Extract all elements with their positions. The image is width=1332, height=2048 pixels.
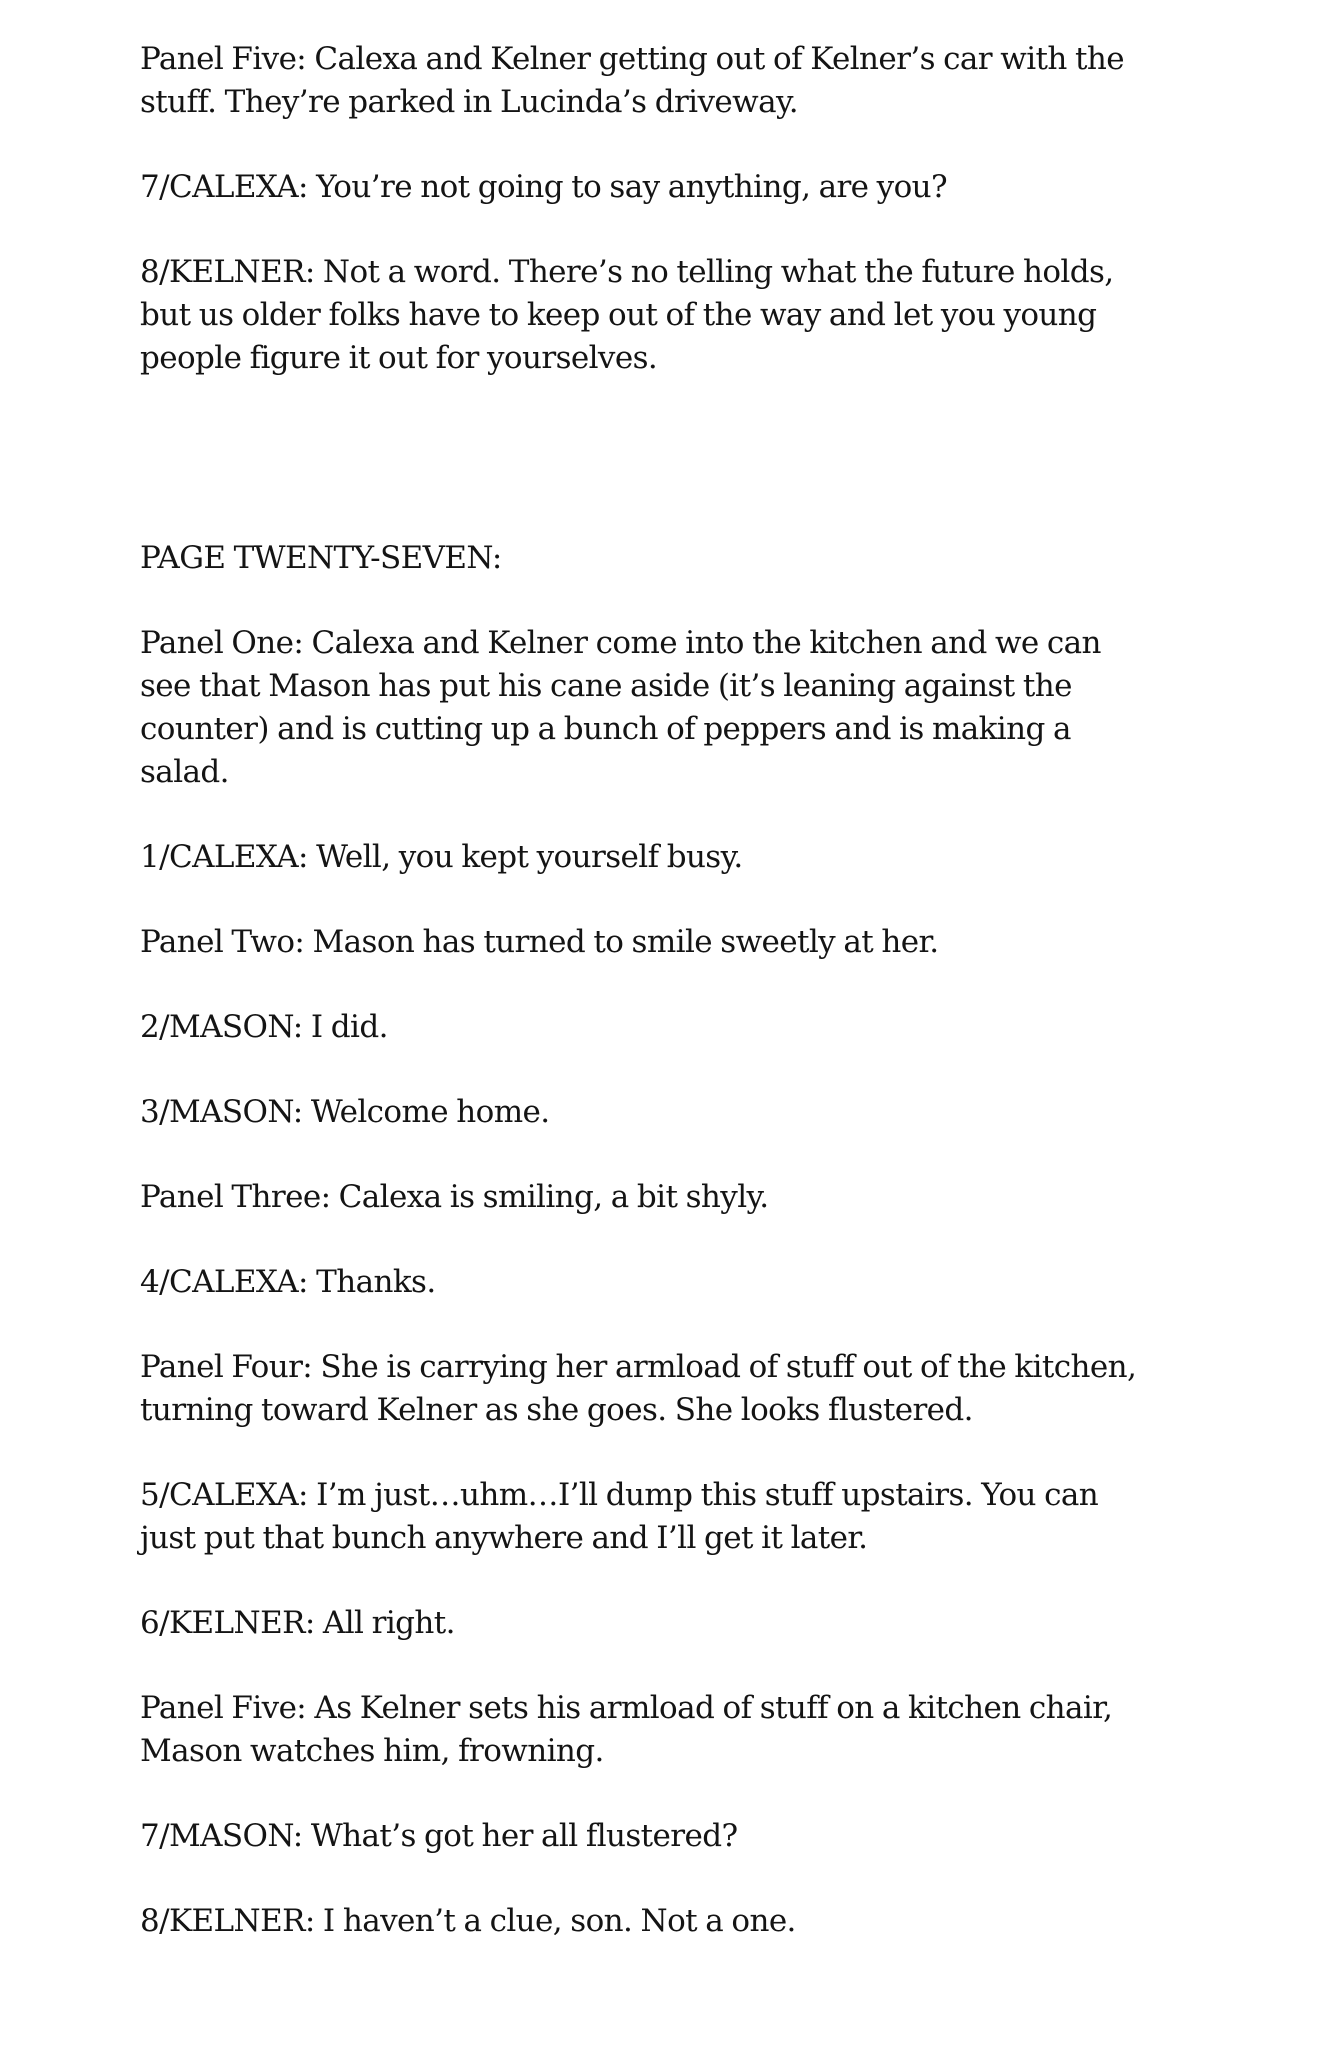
text-line: PAGE TWENTY-SEVEN: <box>140 540 502 576</box>
text-line: Panel Two: Mason has turned to smile sweetly at her. <box>140 924 939 960</box>
text-line: Panel Five: Calexa and Kelner getting out of Kelner’s car with the <box>140 41 1124 77</box>
dialogue-line <box>140 1900 1280 1943</box>
text-line: 4/CALEXA: Thanks. <box>140 1264 436 1300</box>
text-line: 8/KELNER: I haven’t a clue, son. Not a one. <box>140 1903 796 1939</box>
text-line: Panel Three: Calexa is smiling, a bit shyly. <box>140 1179 769 1215</box>
dialogue-line <box>140 251 1280 380</box>
dialogue-line <box>140 166 1280 209</box>
text-line: turning toward Kelner as she goes. She looks flustered. <box>140 1392 973 1428</box>
panel-description <box>140 1176 1280 1219</box>
panel-description <box>140 1687 1280 1773</box>
text-line: salad. <box>140 754 229 790</box>
text-line: 2/MASON: I did. <box>140 1009 388 1045</box>
text-line: 3/MASON: Welcome home. <box>140 1094 550 1130</box>
text-line: people figure it out for yourselves. <box>140 340 658 376</box>
script-body <box>140 38 1280 1985</box>
panel-description <box>140 921 1280 964</box>
text-line: just put that bunch anywhere and I’ll get it later. <box>140 1520 868 1556</box>
text-line: 7/MASON: What’s got her all flustered? <box>140 1818 738 1854</box>
dialogue-line <box>140 1261 1280 1304</box>
page-heading <box>140 537 1280 580</box>
dialogue-line <box>140 1602 1280 1645</box>
text-line: Panel Five: As Kelner sets his armload of stuff on a kitchen chair, <box>140 1690 1113 1726</box>
panel-description <box>140 1346 1280 1432</box>
text-line: 6/KELNER: All right. <box>140 1605 455 1641</box>
dialogue-line <box>140 1474 1280 1560</box>
text-line: Panel Four: She is carrying her armload of stuff out of the kitchen, <box>140 1349 1137 1385</box>
text-line: 1/CALEXA: Well, you kept yourself busy. <box>140 839 743 875</box>
dialogue-line <box>140 1006 1280 1049</box>
panel-description <box>140 622 1280 794</box>
text-line: see that Mason has put his cane aside (it’s leaning against the <box>140 668 1072 704</box>
text-line: Panel One: Calexa and Kelner come into the kitchen and we can <box>140 625 1101 661</box>
dialogue-line <box>140 1815 1280 1858</box>
dialogue-line <box>140 836 1280 879</box>
text-line: 5/CALEXA: I’m just…uhm…I’ll dump this stuff upstairs. You can <box>140 1477 1099 1513</box>
text-line: 7/CALEXA: You’re not going to say anything, are you? <box>140 169 948 205</box>
text-line: 8/KELNER: Not a word. There’s no telling what the future holds, <box>140 254 1114 290</box>
text-line: stuff. They’re parked in Lucinda’s driveway. <box>140 84 799 120</box>
text-line: Mason watches him, frowning. <box>140 1733 604 1769</box>
text-line: but us older folks have to keep out of the way and let you young <box>140 297 1097 333</box>
dialogue-line <box>140 1091 1280 1134</box>
panel-description <box>140 38 1280 124</box>
text-line: counter) and is cutting up a bunch of peppers and is making a <box>140 711 1071 747</box>
